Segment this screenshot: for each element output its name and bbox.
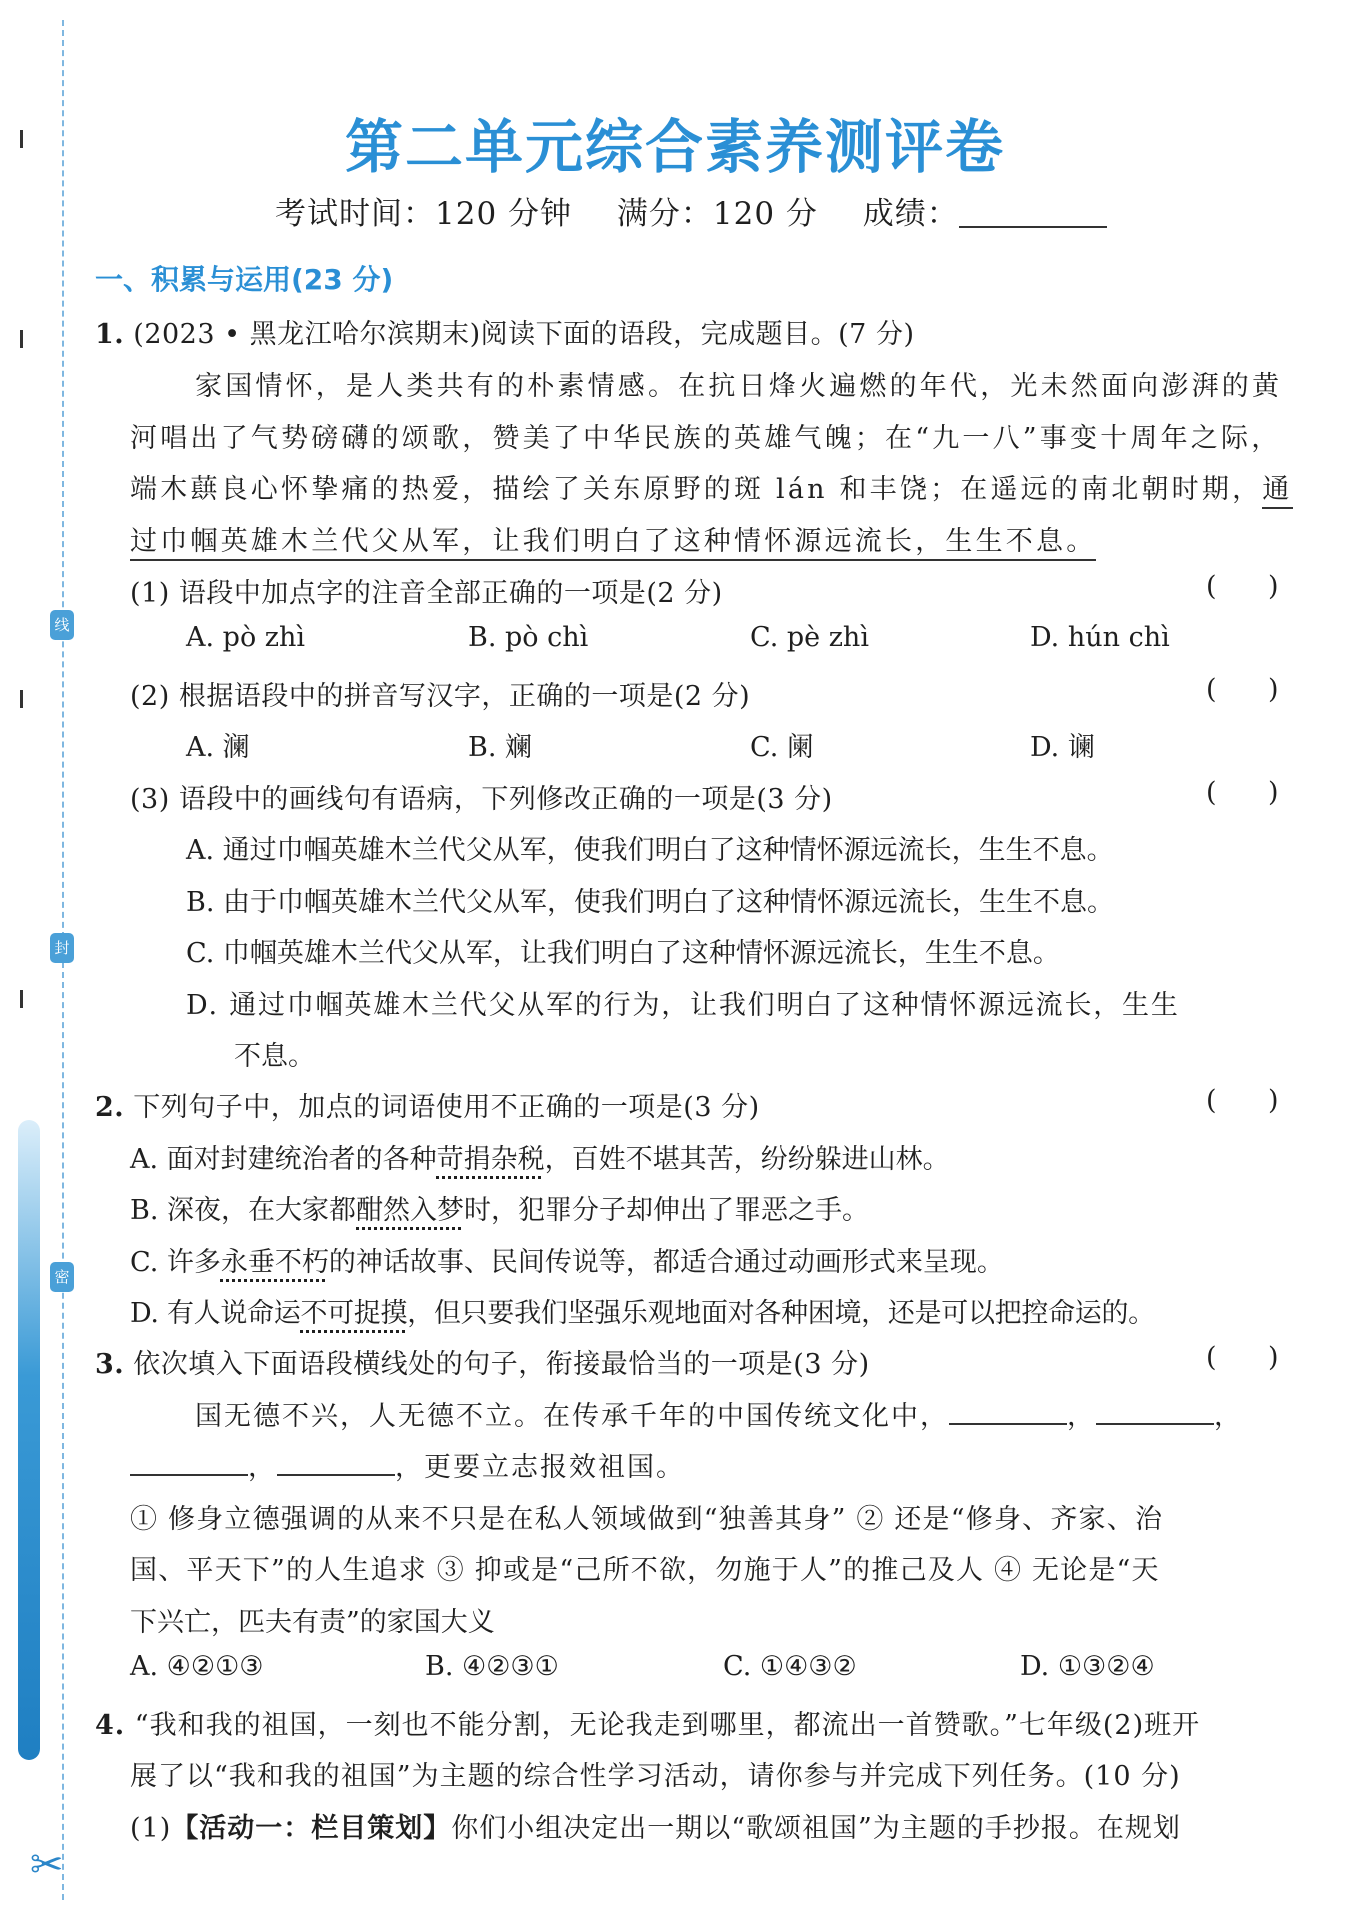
margin-brand-bar xyxy=(18,1120,40,1760)
margin-tag-secret: 密 xyxy=(50,1262,74,1292)
question-3-stem xyxy=(95,1342,870,1381)
margin-tick xyxy=(20,990,23,1008)
activity-label: 【活动一：栏目策划】 xyxy=(171,1813,452,1844)
passage-text: ，更要立志报效祖国。 xyxy=(395,1452,685,1483)
question-text: “我和我的祖国，一刻也不能分割，无论我走到哪里，都流出一首赞歌。”七年级(2)班开 xyxy=(134,1710,1201,1741)
question-text: 下列句子中，加点的词语使用不正确的一项是(3 分) xyxy=(133,1092,760,1123)
underlined-sentence-start: 通 xyxy=(1262,474,1292,509)
question-4-stem xyxy=(95,1703,1200,1742)
answer-parentheses[interactable]: ( ) xyxy=(1206,674,1279,705)
margin-tag-line: 线 xyxy=(50,610,74,640)
sentence-item: 下兴亡，匹夫有责”的家国大义 xyxy=(130,1607,495,1638)
question-text: (2023 • 黑龙江哈尔滨期末)阅读下面的语段，完成题目。(7 分) xyxy=(133,319,915,350)
option-text: D. 有人说命运 xyxy=(130,1298,301,1329)
dotted-phrase: 酣然入梦 xyxy=(356,1195,465,1226)
passage-line xyxy=(130,467,1293,506)
question-2-stem xyxy=(95,1085,760,1124)
question-number: 4. xyxy=(95,1710,126,1741)
answer-parentheses[interactable]: ( ) xyxy=(1206,571,1279,602)
option-c: C. ①④③② xyxy=(723,1651,857,1682)
passage-text: 端木蕻良心怀挚痛的热爱，描绘了关东原野的斑 lán 和丰饶；在遥远的南北朝时期， xyxy=(130,474,1263,505)
option-d xyxy=(130,1291,1155,1330)
margin-tick xyxy=(20,330,23,348)
option-a: A. 澜 xyxy=(186,732,250,763)
fill-blank-3[interactable] xyxy=(130,1454,248,1476)
option-d: D. 通过巾帼英雄木兰代父从军的行为，让我们明白了这种情怀源远流长，生生 xyxy=(186,990,1180,1021)
exam-time: 考试时间：120 分钟 xyxy=(275,196,573,232)
option-text: ，百姓不堪其苦，纷纷躲进山林。 xyxy=(544,1144,950,1175)
full-score: 满分：120 分 xyxy=(616,196,818,232)
underlined-sentence: 过巾帼英雄木兰代父从军，让我们明白了这种情怀源远流长，生生不息。 xyxy=(130,526,1096,561)
option-a: A. pò zhì xyxy=(186,622,306,653)
sentence-item: 国、平天下”的人生追求 ③ 抑或是“己所不欲，勿施于人”的推己及人 ④ 无论是“天 xyxy=(130,1555,1160,1586)
passage-line: ， ，更要立志报效祖国。 xyxy=(130,1445,685,1484)
question-number: 3. xyxy=(95,1349,125,1380)
dotted-phrase: 不可捉摸 xyxy=(300,1298,408,1329)
question-number: 1. xyxy=(95,319,125,350)
passage-line: 家国情怀，是人类共有的朴素情感。在抗日烽火遍燃的年代，光未然面向澎湃的黄 xyxy=(195,371,1283,402)
option-c xyxy=(130,1240,1004,1279)
question-4-sub-1 xyxy=(130,1806,1181,1845)
grade-label: 成绩： xyxy=(862,196,959,232)
option-d: D. 谰 xyxy=(1030,732,1095,763)
option-c: C. pè zhì xyxy=(750,622,869,653)
option-c: C. 巾帼英雄木兰代父从军，让我们明白了这种情怀源远流长，生生不息。 xyxy=(186,938,1060,969)
margin-tick xyxy=(20,690,23,708)
option-c: C. 阑 xyxy=(750,732,814,763)
section-heading: 一、积累与运用(23 分) xyxy=(95,263,394,296)
passage-line: 国无德不兴，人无德不立。在传承千年的中国传统文化中， ， ， xyxy=(195,1401,1243,1432)
sub-question-3: (3) 语段中的画线句有语病，下列修改正确的一项是(3 分) xyxy=(130,784,833,815)
sentence-item: ① 修身立德强调的从来不只是在私人领域做到“独善其身” ② 还是“修身、齐家、治 xyxy=(130,1504,1164,1535)
passage-line: 河唱出了气势磅礴的颂歌，赞美了中华民族的英雄气魄；在“九一八”事变十周年之际， xyxy=(130,423,1282,454)
option-a: A. 通过巾帼英雄木兰代父从军，使我们明白了这种情怀源远流长，生生不息。 xyxy=(186,835,1114,866)
exam-meta xyxy=(275,188,1107,233)
option-b xyxy=(130,1188,869,1227)
sub-question-number: (1) xyxy=(130,1813,172,1844)
answer-parentheses[interactable]: ( ) xyxy=(1206,1342,1279,1373)
option-d: D. hún chì xyxy=(1030,622,1170,653)
scissors-icon: ✂ xyxy=(30,1842,64,1888)
question-text: 依次填入下面语段横线处的句子，衔接最恰当的一项是(3 分) xyxy=(133,1349,870,1380)
option-text: C. 许多 xyxy=(130,1247,221,1278)
option-d-continued: 不息。 xyxy=(234,1041,315,1072)
option-b: B. 斓 xyxy=(468,732,533,763)
sub-question-2: (2) 根据语段中的拼音写汉字，正确的一项是(2 分) xyxy=(130,681,751,712)
page-title: 第二单元综合素养测评卷 xyxy=(344,113,1005,181)
sub-question-text: 你们小组决定出一期以“歌颂祖国”为主题的手抄报。在规划 xyxy=(451,1813,1181,1844)
sub-question-1: (1) 语段中加点字的注音全部正确的一项是(2 分) xyxy=(130,578,723,609)
option-text: B. 深夜，在大家都 xyxy=(130,1195,357,1226)
option-text: ，但只要我们坚强乐观地面对各种困境，还是可以把控命运的。 xyxy=(407,1298,1155,1329)
fill-blank-1[interactable] xyxy=(949,1403,1067,1425)
option-b: B. ④②③① xyxy=(425,1651,559,1682)
passage-line xyxy=(130,519,1096,558)
fill-blank-2[interactable] xyxy=(1096,1403,1214,1425)
option-b: B. 由于巾帼英雄木兰代父从军，使我们明白了这种情怀源远流长，生生不息。 xyxy=(186,887,1115,918)
question-4-line: 展了以“我和我的祖国”为主题的综合性学习活动，请你参与并完成下列任务。(10 分) xyxy=(130,1761,1181,1792)
fill-blank-4[interactable] xyxy=(277,1454,395,1476)
grade-blank[interactable] xyxy=(959,200,1107,228)
option-a xyxy=(130,1137,950,1176)
passage-text: 国无德不兴，人无德不立。在传承千年的中国传统文化中， xyxy=(195,1401,949,1432)
option-text: A. 面对封建统治者的各种 xyxy=(130,1144,437,1175)
option-a: A. ④②①③ xyxy=(130,1651,264,1682)
option-text: 时，犯罪分子却伸出了罪恶之手。 xyxy=(464,1195,870,1226)
question-number: 2. xyxy=(95,1092,125,1123)
dotted-phrase: 苛捐杂税 xyxy=(436,1144,545,1175)
answer-parentheses[interactable]: ( ) xyxy=(1206,1085,1279,1116)
answer-parentheses[interactable]: ( ) xyxy=(1206,777,1279,808)
question-1-stem xyxy=(95,312,914,351)
option-d: D. ①③②④ xyxy=(1020,1651,1155,1682)
option-text: 的神话故事、民间传说等，都适合通过动画形式来呈现。 xyxy=(328,1247,1004,1278)
option-b: B. pò chì xyxy=(468,622,589,653)
margin-tag-seal: 封 xyxy=(50,933,74,963)
dotted-phrase: 永垂不朽 xyxy=(220,1247,329,1278)
